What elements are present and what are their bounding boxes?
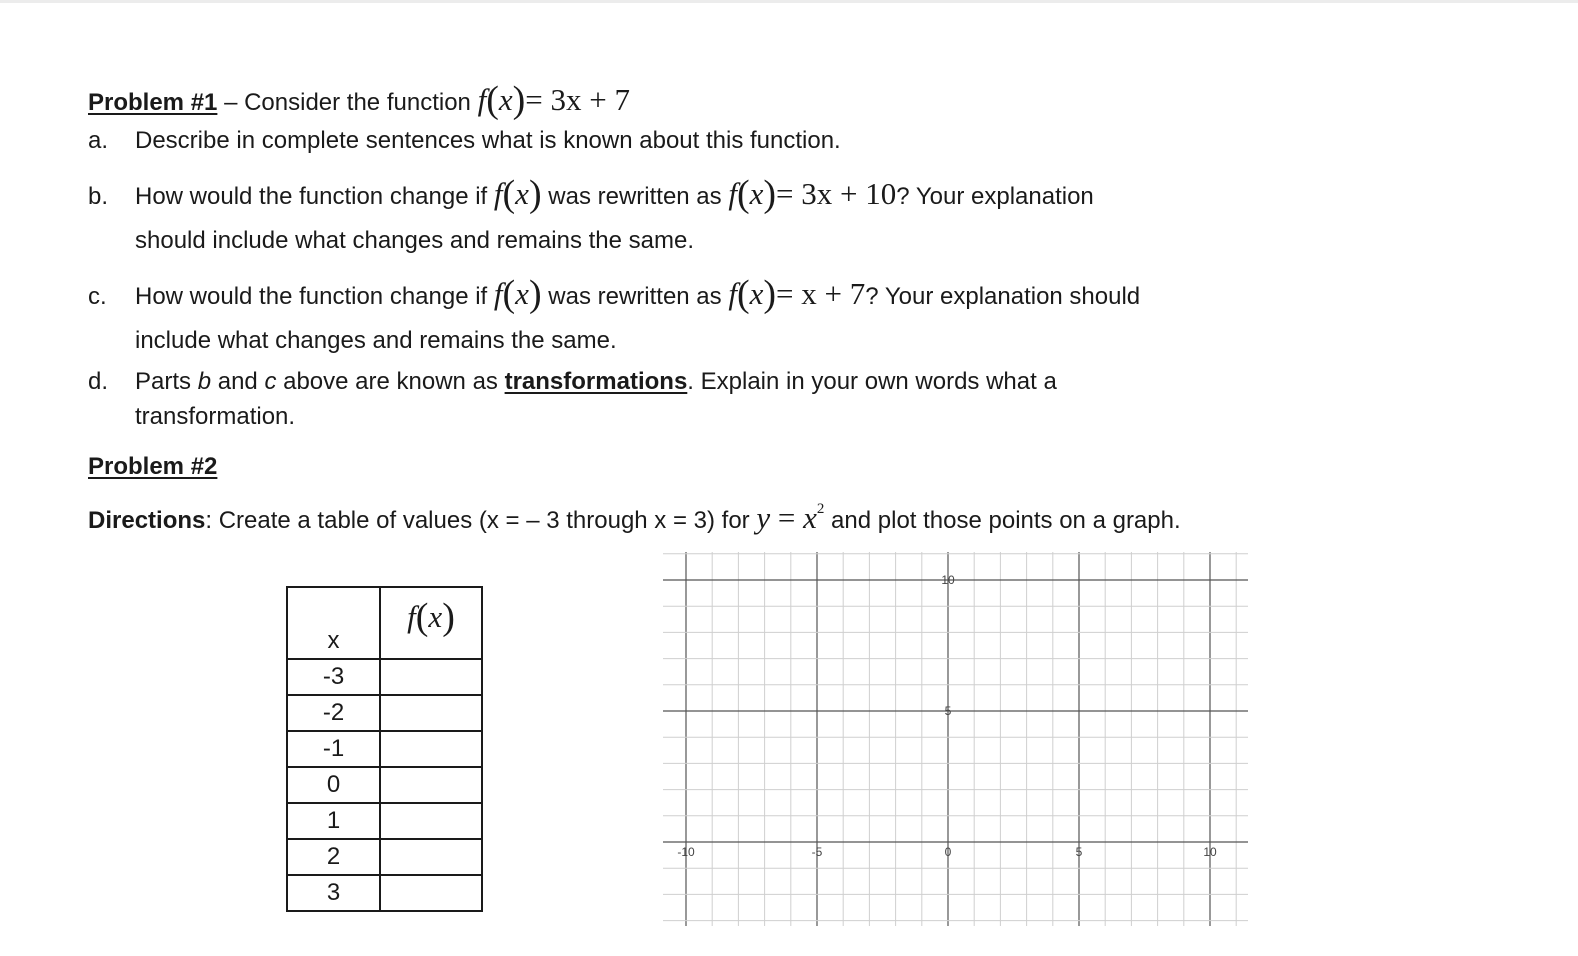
problem1-intro: – Consider the function bbox=[224, 89, 471, 116]
item-b-line2: should include what changes and remains the same. bbox=[135, 227, 695, 254]
x-cell: 1 bbox=[287, 803, 380, 839]
fx-cell[interactable] bbox=[380, 839, 482, 875]
y-tick-label: 10 bbox=[941, 573, 955, 587]
item-c-before: How would the function change if bbox=[135, 283, 488, 310]
problem1-heading: Problem #1 bbox=[88, 89, 218, 116]
table-row bbox=[287, 875, 482, 911]
item-d-b: b bbox=[197, 368, 212, 395]
item-b-before: How would the function change if bbox=[135, 183, 488, 210]
x-cell: -3 bbox=[287, 659, 380, 695]
item-a-text: Describe in complete sentences what is known about this function. bbox=[135, 127, 841, 154]
directions-equation: $y = x^2$ bbox=[756, 500, 825, 535]
item-d-after: . Explain in your own words what a bbox=[687, 368, 1057, 395]
x-tick-label: -5 bbox=[811, 845, 823, 859]
table-row bbox=[287, 839, 482, 875]
problem1-function: f(x)= 3x + 7 bbox=[477, 79, 630, 121]
values-table bbox=[286, 586, 483, 912]
x-cell: 0 bbox=[287, 767, 380, 803]
table-row bbox=[287, 803, 482, 839]
fx-cell[interactable] bbox=[380, 695, 482, 731]
page-top-border bbox=[0, 0, 1578, 3]
table-row bbox=[287, 695, 482, 731]
item-d-and: and bbox=[217, 368, 258, 395]
item-c-mid: was rewritten as bbox=[548, 283, 722, 310]
table-header-row bbox=[287, 587, 482, 659]
item-c-after: ? Your explanation should bbox=[865, 283, 1141, 310]
table-row bbox=[287, 731, 482, 767]
x-cell: -1 bbox=[287, 731, 380, 767]
directions-label: Directions bbox=[88, 507, 206, 534]
item-d-parts: Parts bbox=[135, 368, 192, 395]
x-tick-label: 10 bbox=[1203, 845, 1217, 859]
x-header: x bbox=[287, 587, 380, 659]
item-b-new-function: f(x)= 3x + 10 bbox=[728, 173, 897, 215]
directions-after: and plot those points on a graph. bbox=[831, 507, 1181, 534]
item-d-middle: above are known as bbox=[283, 368, 498, 395]
problem2-directions bbox=[88, 500, 1181, 536]
table-row bbox=[287, 659, 482, 695]
problem1-heading-line bbox=[88, 76, 630, 120]
directions-text: : Create a table of values (x = – 3 through x = 3) for bbox=[205, 507, 750, 534]
item-c bbox=[88, 270, 1140, 314]
x-tick-label: 0 bbox=[944, 845, 952, 859]
y-tick-label: 5 bbox=[944, 704, 952, 718]
fx-cell[interactable] bbox=[380, 659, 482, 695]
item-d-label: d. bbox=[88, 368, 109, 395]
item-d bbox=[88, 368, 1057, 396]
x-cell: 3 bbox=[287, 875, 380, 911]
x-cell: -2 bbox=[287, 695, 380, 731]
fx-cell[interactable] bbox=[380, 875, 482, 911]
item-b-fx: f(x) bbox=[493, 173, 542, 215]
x-cell: 2 bbox=[287, 839, 380, 875]
fx-cell[interactable] bbox=[380, 731, 482, 767]
item-a bbox=[88, 127, 841, 155]
item-b-after: ? Your explanation bbox=[896, 183, 1094, 210]
item-c-fx: f(x) bbox=[493, 273, 542, 315]
item-a-label: a. bbox=[88, 127, 109, 154]
fx-cell[interactable] bbox=[380, 767, 482, 803]
item-d-line2: transformation. bbox=[135, 403, 296, 430]
item-c-label: c. bbox=[88, 283, 107, 310]
item-d-c: c bbox=[264, 368, 277, 395]
item-b-label: b. bbox=[88, 183, 109, 210]
item-d-keyword: transformations bbox=[504, 368, 688, 395]
fx-cell[interactable] bbox=[380, 803, 482, 839]
item-b-mid: was rewritten as bbox=[548, 183, 722, 210]
table-row bbox=[287, 767, 482, 803]
problem2-heading: Problem #2 bbox=[88, 453, 218, 480]
x-tick-label: -10 bbox=[677, 845, 695, 859]
fx-header: f(x) bbox=[380, 587, 482, 659]
item-c-line2: include what changes and remains the same. bbox=[135, 327, 617, 354]
x-tick-label: 5 bbox=[1075, 845, 1083, 859]
item-c-new-function: f(x)= x + 7 bbox=[728, 273, 866, 315]
item-b bbox=[88, 170, 1094, 214]
coordinate-grid[interactable] bbox=[663, 552, 1248, 926]
